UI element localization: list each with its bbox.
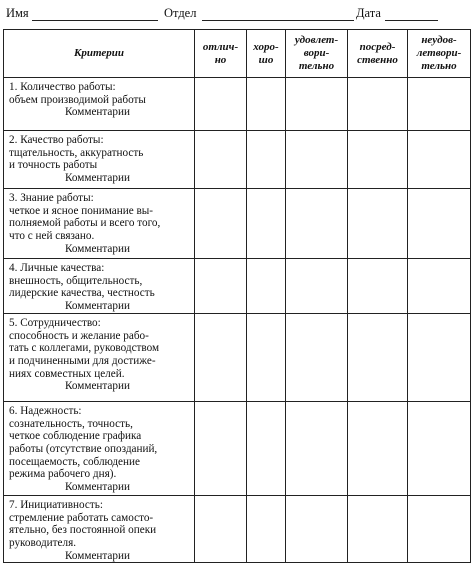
criteria-description: полняемой работы и всего того, bbox=[9, 217, 161, 230]
criteria-row bbox=[4, 313, 471, 401]
rating-cell[interactable] bbox=[247, 78, 286, 131]
rating-cell[interactable] bbox=[247, 259, 286, 314]
rating-cell[interactable] bbox=[348, 495, 408, 563]
rating-cell[interactable] bbox=[408, 78, 471, 131]
rating-cell[interactable] bbox=[247, 401, 286, 495]
criteria-cell bbox=[4, 189, 195, 259]
rating-cell[interactable] bbox=[286, 313, 348, 401]
rating-cell[interactable] bbox=[348, 259, 408, 314]
criteria-description: четкое и ясное понимание вы- bbox=[9, 204, 154, 217]
rating-cell[interactable] bbox=[286, 131, 348, 189]
criteria-title: 4. Личные качества: bbox=[9, 262, 105, 274]
criteria-description: посещаемость, соблюдение bbox=[9, 455, 140, 468]
department-label: Отдел bbox=[164, 6, 197, 20]
criteria-cell bbox=[4, 259, 195, 314]
rating-cell[interactable] bbox=[247, 495, 286, 563]
rating-cell[interactable] bbox=[195, 401, 247, 495]
criteria-description: ниях совместных целей. bbox=[9, 367, 125, 380]
rating-cell[interactable] bbox=[247, 189, 286, 259]
column-header: хоро- шо bbox=[247, 30, 286, 78]
evaluation-table bbox=[3, 29, 471, 563]
rating-cell[interactable] bbox=[195, 259, 247, 314]
rating-cell[interactable] bbox=[195, 131, 247, 189]
rating-cell[interactable] bbox=[247, 313, 286, 401]
rating-cell[interactable] bbox=[286, 495, 348, 563]
criteria-title: 7. Инициативность: bbox=[9, 498, 103, 511]
criteria-cell bbox=[4, 78, 195, 131]
criteria-cell bbox=[4, 313, 195, 401]
criteria-row bbox=[4, 131, 471, 189]
date-label: Дата bbox=[356, 6, 381, 20]
rating-cell[interactable] bbox=[247, 131, 286, 189]
rating-cell[interactable] bbox=[348, 401, 408, 495]
criteria-cell bbox=[4, 131, 195, 189]
criteria-title: 5. Сотрудничество: bbox=[9, 316, 101, 329]
criteria-row bbox=[4, 189, 471, 259]
column-header: отлич- но bbox=[195, 30, 247, 78]
criteria-description: способность и желание рабо- bbox=[9, 329, 149, 342]
comments-label: Комментарии bbox=[65, 380, 130, 393]
rating-cell[interactable] bbox=[408, 259, 471, 314]
rating-cell[interactable] bbox=[195, 313, 247, 401]
column-header: Критерии bbox=[4, 30, 195, 78]
criteria-description: лидерские качества, честность bbox=[9, 287, 155, 300]
column-header: неудов- летвори- тельно bbox=[408, 30, 471, 78]
table-header-row bbox=[4, 30, 471, 78]
rating-cell[interactable] bbox=[348, 78, 408, 131]
rating-cell[interactable] bbox=[195, 78, 247, 131]
rating-cell[interactable] bbox=[408, 189, 471, 259]
rating-cell[interactable] bbox=[195, 189, 247, 259]
criteria-title: 6. Надежность: bbox=[9, 404, 82, 417]
comments-label: Комментарии bbox=[65, 106, 130, 119]
criteria-cell bbox=[4, 401, 195, 495]
rating-cell[interactable] bbox=[348, 189, 408, 259]
column-header: посред- ственно bbox=[348, 30, 408, 78]
criteria-description: внешность, общительность, bbox=[9, 274, 143, 287]
rating-cell[interactable] bbox=[408, 495, 471, 563]
criteria-description: что с ней связано. bbox=[9, 230, 95, 243]
criteria-description: руководителя. bbox=[9, 536, 77, 549]
comments-label: Комментарии bbox=[65, 172, 130, 185]
rating-cell[interactable] bbox=[348, 131, 408, 189]
comments-label: Комментарии bbox=[65, 481, 130, 494]
criteria-description: тщательность, аккуратность bbox=[9, 146, 144, 159]
criteria-row bbox=[4, 259, 471, 314]
rating-cell[interactable] bbox=[408, 131, 471, 189]
date-field[interactable] bbox=[385, 20, 438, 21]
criteria-cell bbox=[4, 495, 195, 563]
name-label: Имя bbox=[6, 6, 29, 20]
criteria-title: 1. Количество работы: bbox=[9, 81, 116, 93]
criteria-description: и точность работы bbox=[9, 159, 98, 172]
form-header bbox=[6, 4, 468, 24]
criteria-description: работы (отсутствие опозданий, bbox=[9, 442, 158, 455]
rating-cell[interactable] bbox=[348, 313, 408, 401]
criteria-title: 2. Качество работы: bbox=[9, 134, 104, 146]
rating-cell[interactable] bbox=[286, 189, 348, 259]
criteria-description: объем производимой работы bbox=[9, 93, 146, 106]
rating-cell[interactable] bbox=[286, 401, 348, 495]
rating-cell[interactable] bbox=[408, 313, 471, 401]
criteria-description: сознательность, точность, bbox=[9, 417, 133, 430]
criteria-description: ятельно, без постоянной опеки bbox=[9, 524, 157, 537]
criteria-description: четкое соблюдение графика bbox=[9, 430, 142, 443]
rating-cell[interactable] bbox=[195, 495, 247, 563]
rating-cell[interactable] bbox=[408, 401, 471, 495]
criteria-description: режима рабочего дня). bbox=[9, 468, 117, 481]
criteria-description: и подчиненными для достиже- bbox=[9, 354, 156, 367]
comments-label: Комментарии bbox=[65, 242, 130, 255]
name-field[interactable] bbox=[32, 20, 158, 21]
column-header: удовлет- вори- тельно bbox=[286, 30, 348, 78]
rating-cell[interactable] bbox=[286, 78, 348, 131]
criteria-description: тать с коллегами, руководством bbox=[9, 342, 160, 355]
rating-cell[interactable] bbox=[286, 259, 348, 314]
comments-label: Комментарии bbox=[65, 300, 130, 313]
criteria-row bbox=[4, 78, 471, 131]
criteria-row bbox=[4, 401, 471, 495]
criteria-title: 3. Знание работы: bbox=[9, 192, 94, 204]
comments-label: Комментарии bbox=[65, 549, 130, 562]
criteria-description: стремление работать самосто- bbox=[9, 511, 154, 524]
department-field[interactable] bbox=[202, 20, 354, 21]
criteria-row bbox=[4, 495, 471, 563]
